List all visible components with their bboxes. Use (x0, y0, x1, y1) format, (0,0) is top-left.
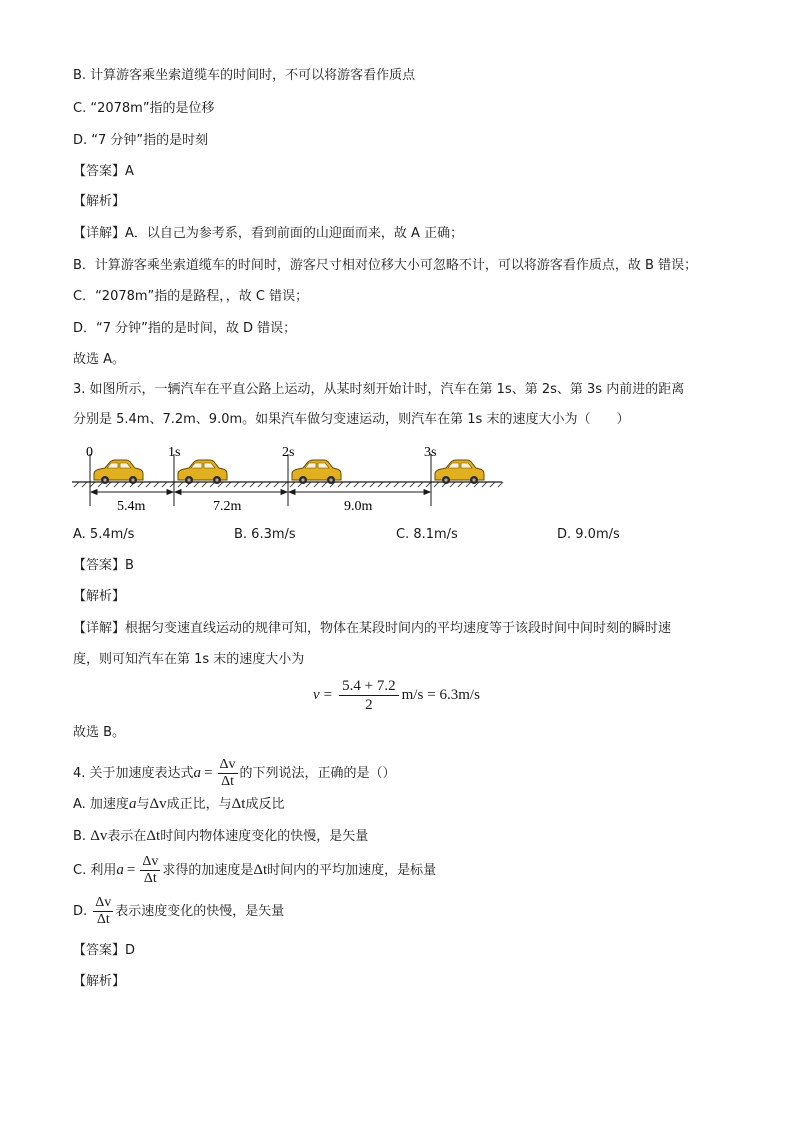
q2-detail-b: B．计算游客乘坐索道缆车的时间时，游客尺寸相对位移大小可忽略不计，可以将游客看作质点，故 B 错误； (73, 258, 698, 273)
expr-a: a (193, 765, 202, 781)
expr-numerator: Δv (142, 854, 159, 869)
detail-tag: 【详解】 (73, 621, 126, 636)
text: 与 (136, 797, 150, 812)
symbol-dt: Δt (231, 796, 246, 812)
formula-result: = 6.3m/s (427, 686, 480, 703)
q4-stem (73, 756, 396, 790)
text: D. (73, 904, 92, 919)
time-label: 3s (424, 445, 437, 460)
q2-detail-d: D．“7 分钟”指的是时间，故 D 错误； (73, 321, 297, 336)
formula-fraction (339, 677, 398, 714)
expr-eq: = (204, 765, 213, 781)
text: A. 加速度 (73, 797, 129, 812)
time-label: 0 (86, 445, 93, 460)
q2-detail-c: C．“2078m”指的是路程，，故 C 错误； (73, 289, 309, 304)
expr-denominator: Δt (96, 912, 110, 927)
text: C. 利用 (73, 863, 117, 878)
text: 求得的加速度是 (162, 863, 254, 878)
q3-option-c: C. 8.1m/s (396, 527, 458, 542)
q3-option-d: D. 9.0m/s (557, 527, 620, 542)
distance-label: 5.4m (117, 499, 146, 514)
q3-car-motion-figure (70, 440, 510, 516)
q3-velocity-formula (313, 675, 493, 715)
formula-denominator: 2 (365, 696, 373, 713)
expr-numerator: Δv (219, 757, 236, 772)
text: 时间内物体速度变化的快慢，是矢量 (160, 829, 369, 844)
text: 成反比 (245, 797, 285, 812)
detail-text: A．以自己为参考系，看到前面的山迎面而来，故 A 正确； (125, 226, 464, 241)
text: 时间内的平均加速度，是标量 (267, 863, 437, 878)
q4-answer: 【答案】D (73, 943, 136, 958)
car-icon (178, 460, 227, 484)
q3-stem-line1: 3. 如图所示，一辆汽车在平直公路上运动，从某时刻开始计时，汽车在第 1s、第 2s、第 3s 内前进的距离 (73, 382, 685, 397)
detail-text: 根据匀变速直线运动的规律可知，物体在某段时间内的平均速度等于该段时间中间时刻的瞬时速 (125, 621, 672, 636)
expr-eq: = (126, 862, 136, 878)
q3-option-a: A. 5.4m/s (73, 527, 135, 542)
symbol-a: a (128, 796, 137, 812)
text: 成正比，与 (166, 797, 232, 812)
q3-option-b: B. 6.3m/s (234, 527, 296, 542)
q3-choice: 故选 B。 (73, 725, 126, 740)
q3-detail-line2: 度，则可知汽车在第 1s 末的速度大小为 (73, 652, 305, 667)
text: 表示速度变化的快慢，是矢量 (115, 904, 285, 919)
q4-stem-before: 4. 关于加速度表达式 (73, 766, 194, 781)
formula-numerator: 5.4 + 7.2 (339, 677, 398, 696)
expr-denominator: Δt (143, 871, 157, 886)
q2-detail-a (73, 225, 463, 243)
formula-eq: = (323, 686, 333, 703)
text: B. (73, 829, 91, 844)
expr-numerator: Δv (95, 895, 112, 910)
formula-unit: m/s (401, 686, 424, 703)
detail-tag: 【详解】 (73, 226, 126, 241)
q3-stem-line2: 分别是 5.4m、7.2m、9.0m。如果汽车做匀变速运动，则汽车在第 1s 末的速度大小为（ ） (73, 412, 630, 427)
car-icon (292, 460, 341, 484)
symbol-dt: Δt (146, 828, 161, 844)
q4-stem-after: 的下列说法，正确的是（） (239, 766, 396, 781)
q2-option-b: B. 计算游客乘坐索道缆车的时间时，不可以将游客看作质点 (73, 68, 416, 83)
q4-option-b (73, 827, 368, 846)
formula-lhs: v (313, 686, 320, 703)
q3-detail-line1 (73, 620, 671, 638)
expr-a: a (116, 862, 124, 878)
car-icon (435, 460, 484, 484)
q4-option-d (73, 895, 284, 929)
distance-label: 9.0m (344, 499, 373, 514)
q2-analysis-heading: 【解析】 (73, 194, 126, 209)
time-label: 2s (282, 445, 295, 460)
q2-choice: 故选 A。 (73, 352, 126, 367)
time-label: 1s (168, 445, 181, 460)
text: 表示在 (107, 829, 147, 844)
q4-analysis-heading: 【解析】 (73, 974, 126, 989)
expr-fraction (93, 895, 113, 928)
q4-option-a (73, 795, 284, 814)
distance-label: 7.2m (213, 499, 242, 514)
symbol-dv: Δv (149, 796, 167, 812)
expr-denominator: Δt (221, 774, 234, 789)
q4-option-c (73, 853, 436, 887)
expr-fraction (140, 854, 160, 887)
symbol-dv: Δv (90, 828, 108, 844)
q2-answer: 【答案】A (73, 164, 134, 179)
q2-option-d: D. “7 分钟”指的是时刻 (73, 133, 209, 148)
q2-option-c: C. “2078m”指的是位移 (73, 101, 215, 116)
q3-analysis-heading: 【解析】 (73, 589, 126, 604)
symbol-dt: Δt (253, 862, 268, 878)
expr-fraction (218, 757, 238, 790)
q3-answer: 【答案】B (73, 558, 134, 573)
car-icon (94, 460, 143, 484)
